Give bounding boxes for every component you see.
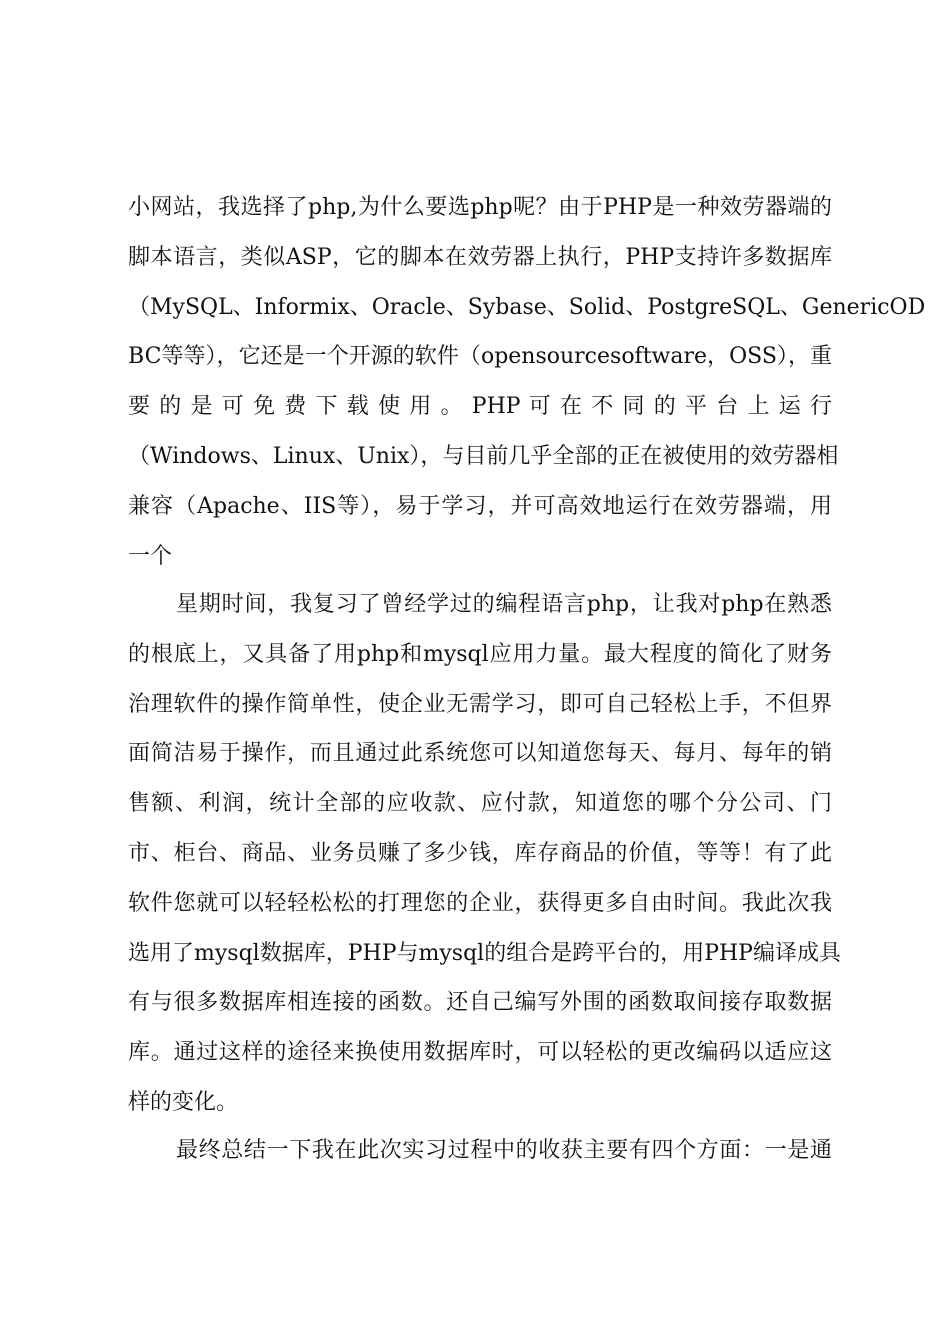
paragraph-3 — [128, 1126, 832, 1176]
paragraph-2 — [128, 580, 841, 1128]
text-line: 一个 — [128, 543, 173, 569]
text-line: （Windows、Linux、Unix），与目前几乎全部的正在被使用的效劳器相 — [128, 443, 839, 469]
text-line: 最终总结一下我在此次实习过程中的收获主要有四个方面：一是通 — [176, 1138, 832, 1163]
text-line: 要 的 是 可 免 费 下 载 使 用 。 PHP 可 在 不 同 的 平 台 上 运 行 — [128, 394, 832, 420]
text-line: 有与很多数据库相连接的函数。还自己编写外围的函数取间接存取数据 — [128, 990, 832, 1016]
text-line: 选用了mysql数据库，PHP与mysql的组合是跨平台的，用PHP编译成具 — [128, 940, 841, 966]
paragraph-1 — [128, 183, 926, 581]
text-line: 的根底上，又具备了用php和mysql应用力量。最大程度的简化了财务 — [128, 641, 832, 667]
text-line: 脚本语言，类似ASP，它的脚本在效劳器上执行，PHP支持许多数据库 — [128, 244, 832, 270]
text-line: 市、柜台、商品、业务员赚了多少钱，库存商品的价值，等等！有了此 — [128, 840, 832, 866]
text-line: 库。通过这样的途径来换使用数据库时，可以轻松的更改编码以适应这 — [128, 1040, 832, 1066]
text-line: 售额、利润，统计全部的应收款、应付款，知道您的哪个分公司、门 — [128, 791, 832, 817]
text-line: 样的变化。 — [128, 1089, 239, 1115]
text-line: （MySQL、Informix、Oracle、Sybase、Solid、PostgreSQL、GenericOD — [128, 294, 926, 320]
text-line: 兼容（Apache、IIS等），易于学习，并可高效地运行在效劳器端，用 — [128, 493, 832, 519]
text-line: BC等等），它还是一个开源的软件（opensourcesoftware，OSS），重 — [128, 344, 832, 370]
text-line: 小网站，我选择了php,为什么要选php呢？由于PHP是一种效劳器端的 — [128, 195, 832, 220]
text-line: 治理软件的操作简单性，使企业无需学习，即可自己轻松上手，不但界 — [128, 691, 832, 717]
text-line: 星期时间，我复习了曾经学过的编程语言php，让我对php在熟悉 — [176, 592, 832, 617]
text-line: 软件您就可以轻轻松松的打理您的企业，获得更多自由时间。我此次我 — [128, 890, 832, 916]
text-line: 面简洁易于操作，而且通过此系统您可以知道您每天、每月、每年的销 — [128, 741, 832, 767]
